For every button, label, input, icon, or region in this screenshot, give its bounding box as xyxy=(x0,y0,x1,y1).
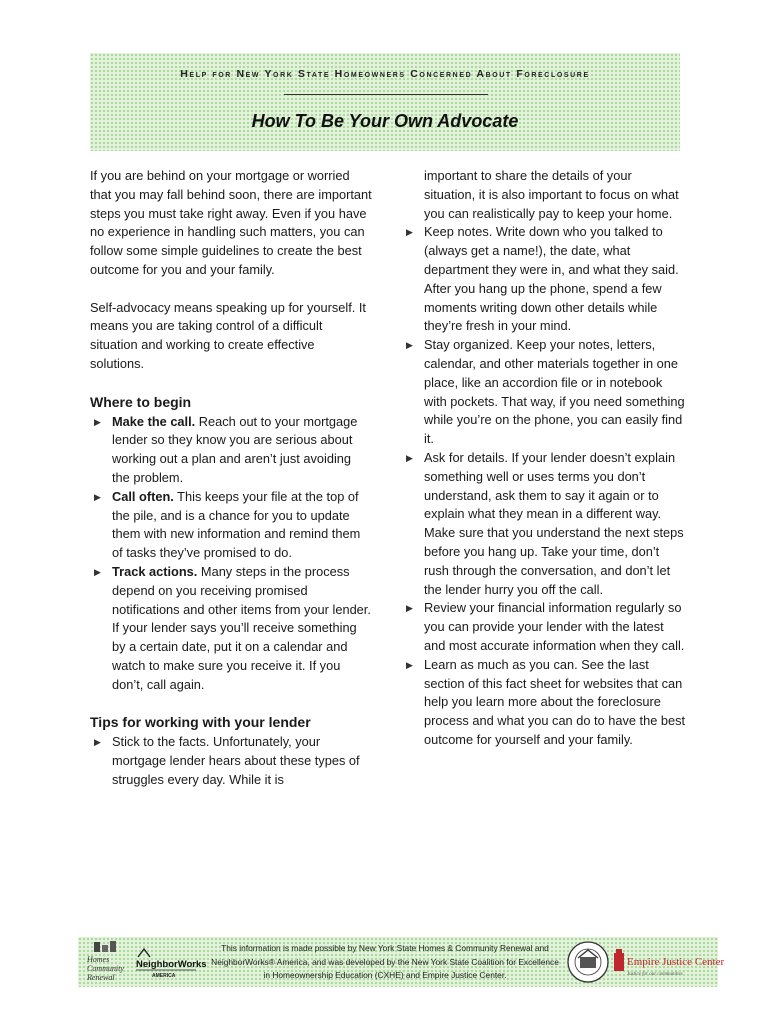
list-item-lead: Track actions. xyxy=(112,563,198,579)
section-heading-tips: Tips for working with your lender xyxy=(90,714,311,731)
list-item-text: Learn as much as you can. See the last section of this fact sheet for websites that can help you learn more about the foreclosure process and what you can do to have the best outcome for yourself and your family. xyxy=(424,656,686,747)
banner-kicker: Help for New York State Homeowners Concerned About Foreclosure xyxy=(180,68,590,80)
triangle-right-icon: ▶ xyxy=(406,227,413,238)
triangle-right-icon: ▶ xyxy=(94,416,101,427)
list-item-text: Review your financial information regularly so you can provide your lender with the latest and most accurate information when they call. xyxy=(424,600,685,653)
footer-banner xyxy=(78,937,725,987)
tips-list xyxy=(90,733,372,789)
logo-ejc-name: Empire Justice Center xyxy=(627,956,725,968)
list-item-text: Reach out to your mortgage lender so they know you are serious about working out a plan and aren’t just avoiding the problem. xyxy=(112,413,358,485)
triangle-right-icon: ▶ xyxy=(94,566,101,577)
list-item xyxy=(406,449,686,599)
logo-hcr-line-3: Renewal xyxy=(87,973,115,982)
tips-list-continued xyxy=(406,223,686,749)
list-item-text: Ask for details. If your lender doesn’t explain something well or uses terms you don’t understand, ask them to say it again or to explain what they mean in a different way. Make sure that you understand the next steps before you hang up. Take your time, don’t rush through the conversation, and don’t let the lender hurry you off the call. xyxy=(424,449,684,597)
list-item xyxy=(406,656,686,750)
list-item-text: Stay organized. Keep your notes, letters, calendar, and other materials together in one place, like an accordion file or in notebook with pockets. That way, if you need something while you’re on the phone, you can easily find it. xyxy=(424,337,685,447)
list-item-text: Stick to the facts. Unfortunately, your mortgage lender hears about these types of struggles every day. While it is xyxy=(112,734,360,787)
right-column xyxy=(406,167,686,769)
empire-justice-center-logo xyxy=(612,945,725,981)
logo-nw-sub: AMERICA xyxy=(152,973,176,979)
logo-ejc-tagline: Justice for our communities xyxy=(627,972,683,977)
list-item-text: Keep notes. Write down who you talked to (always get a name!), the date, what department they were in, and what they said. After you hang up the phone, spend a few moments writing down other details while they’re fresh in your mind. xyxy=(424,224,679,334)
section-heading-where-to-begin: Where to begin xyxy=(90,393,192,410)
page-title: How To Be Your Own Advocate xyxy=(251,111,519,131)
header-banner xyxy=(90,53,680,151)
list-item xyxy=(406,223,686,336)
list-item-text: This keeps your file at the top of the pile, and is a chance for you to update them with new information and remind them of tasks they’ve promised to do. xyxy=(112,488,361,561)
triangle-right-icon: ▶ xyxy=(406,603,413,614)
logo-hcr-line-2: Community xyxy=(87,964,124,973)
intro-paragraph-2: Self-advocacy means speaking up for yourself. It means you are taking control of a difficult situation and working to create effective solutions. xyxy=(90,299,366,371)
intro-paragraph-1: If you are behind on your mortgage or worried that you may fall behind soon, there are important steps you must take right away. Even if you have no experience in handling such matters, you can follow some simple guidelines to create the best outcome for you and your family. xyxy=(90,168,372,277)
list-item xyxy=(406,599,686,655)
logo-nw-name: NeighborWorks xyxy=(136,959,207,970)
where-to-begin-list xyxy=(90,413,372,695)
list-item xyxy=(90,563,372,695)
neighborworks-logo xyxy=(134,945,207,979)
list-item xyxy=(90,413,372,488)
footer-credit-text: This information is made possible by New York State Homes & Community Renewal and NeighborWorks® America, and was developed by the New York State Coalition for Excellence in Homeownership Education (CXHE) and Empire Justice Center. xyxy=(211,943,559,980)
triangle-right-icon: ▶ xyxy=(94,491,101,502)
triangle-right-icon: ▶ xyxy=(406,659,413,670)
triangle-right-icon: ▶ xyxy=(406,452,413,463)
coalition-seal-logo xyxy=(566,940,610,984)
list-item xyxy=(90,488,372,563)
list-item-text: Many steps in the process depend on you receiving promised notifications and other items from your lender. If your lender says you’ll receive something by a certain date, put it on a calendar and watch to make sure you receive it. If you don’t, call again. xyxy=(112,563,371,692)
list-item xyxy=(406,336,686,449)
left-column xyxy=(90,167,372,809)
list-item xyxy=(90,733,372,789)
list-item-lead: Call often. xyxy=(112,488,174,504)
triangle-right-icon: ▶ xyxy=(94,737,101,748)
triangle-right-icon: ▶ xyxy=(406,340,413,351)
banner-divider xyxy=(284,94,488,95)
homes-community-renewal-logo xyxy=(84,940,128,984)
list-item-continuation: important to share the details of your situation, it is also important to focus on what you can realistically pay to keep your home. xyxy=(424,168,679,221)
list-item-lead: Make the call. xyxy=(112,413,196,429)
logo-hcr-line-1: Homes xyxy=(87,955,110,964)
